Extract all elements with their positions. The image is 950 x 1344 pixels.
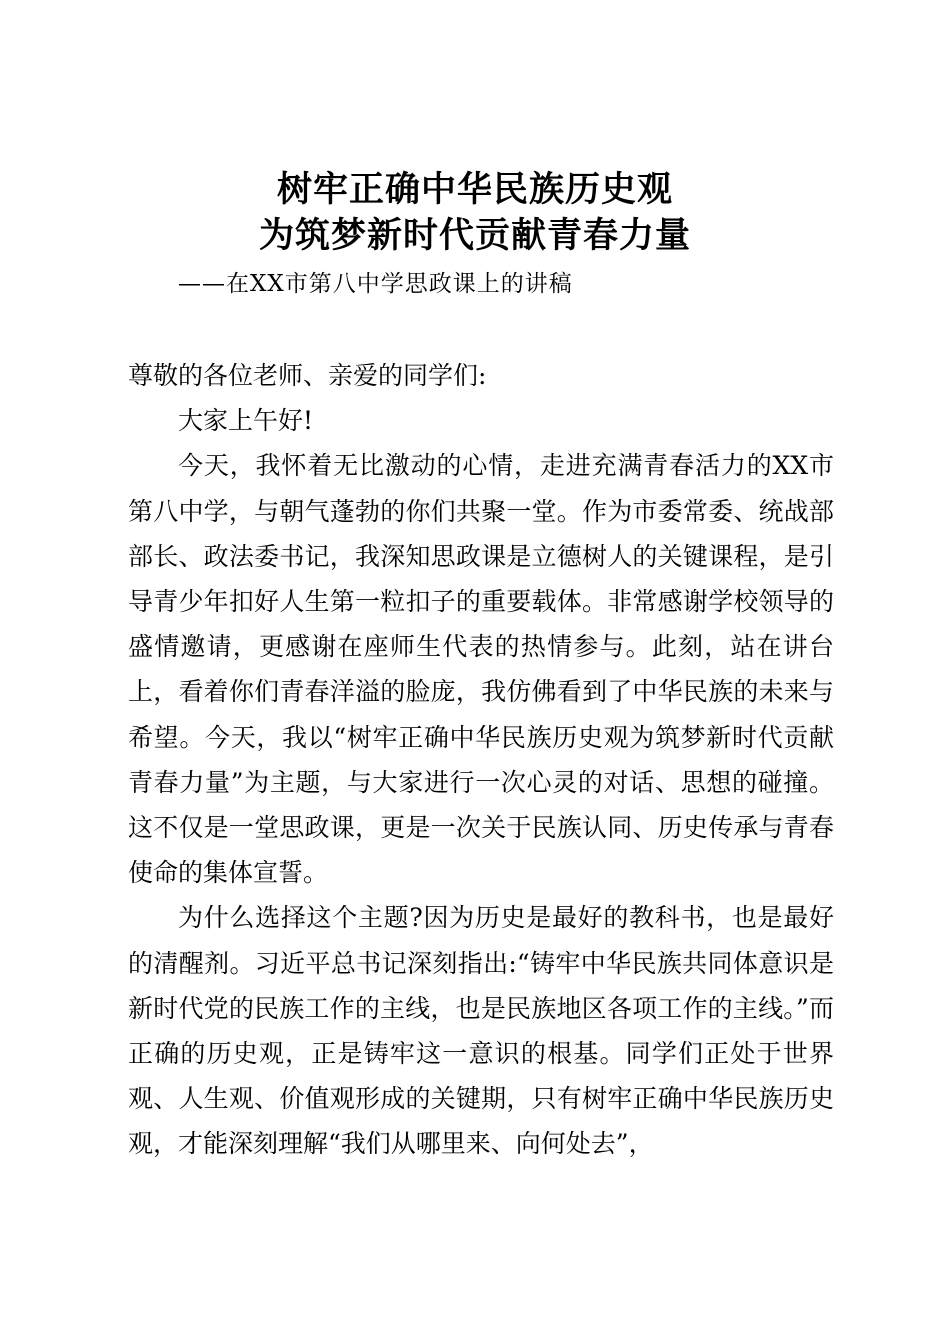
paragraph-greeting: 大家上午好! xyxy=(178,406,314,436)
paragraph-introduction: 今天，我怀着无比激动的心情，走进充满青春活力的XX市第八中学，与朝气蓬勃的你们共聚一堂。作为市委常委、统战部部长、政法委书记，我深知思政课是立德树人的关键课程，是引导青少年扣好人生第一粒扣子的重要载体。非常感谢学校领导的盛情邀请，更感谢在座师生代表的热情参与。此刻，站在讲台上，看着你们青春洋溢的脸庞，我仿佛看到了中华民族的未来与希望。今天，我以“树牢正确中华民族历史观为筑梦新时代贡献青春力量”为主题，与大家进行一次心灵的对话、思想的碰撞。这不仅是一堂思政课，更是一次关于民族认同、历史传承与青春使命的集体宣誓。 xyxy=(128,451,834,888)
document-body xyxy=(128,353,834,1167)
title-line-2: 为筑梦新时代贡献青春力量 xyxy=(258,215,691,256)
salutation: 尊敬的各位老师、亲爱的同学们: xyxy=(128,361,487,390)
title-line-1: 树牢正确中华民族历史观 xyxy=(276,169,673,210)
paragraph-theme-reason: 为什么选择这个主题?因为历史是最好的教科书，也是最好的清醒剂。习近平总书记深刻指出:“铸牢中华民族共同体意识是新时代党的民族工作的主线，也是民族地区各项工作的主线。”而正确的历史观，正是铸牢这一意识的根基。同学们正处于世界观、人生观、价值观形成的关键期，只有树牢正确中华民族历史观，才能深刻理解“我们从哪里来、向何处去”， xyxy=(128,903,834,1159)
subtitle: ——在XX市第八中学思政课上的讲稿 xyxy=(178,271,573,297)
